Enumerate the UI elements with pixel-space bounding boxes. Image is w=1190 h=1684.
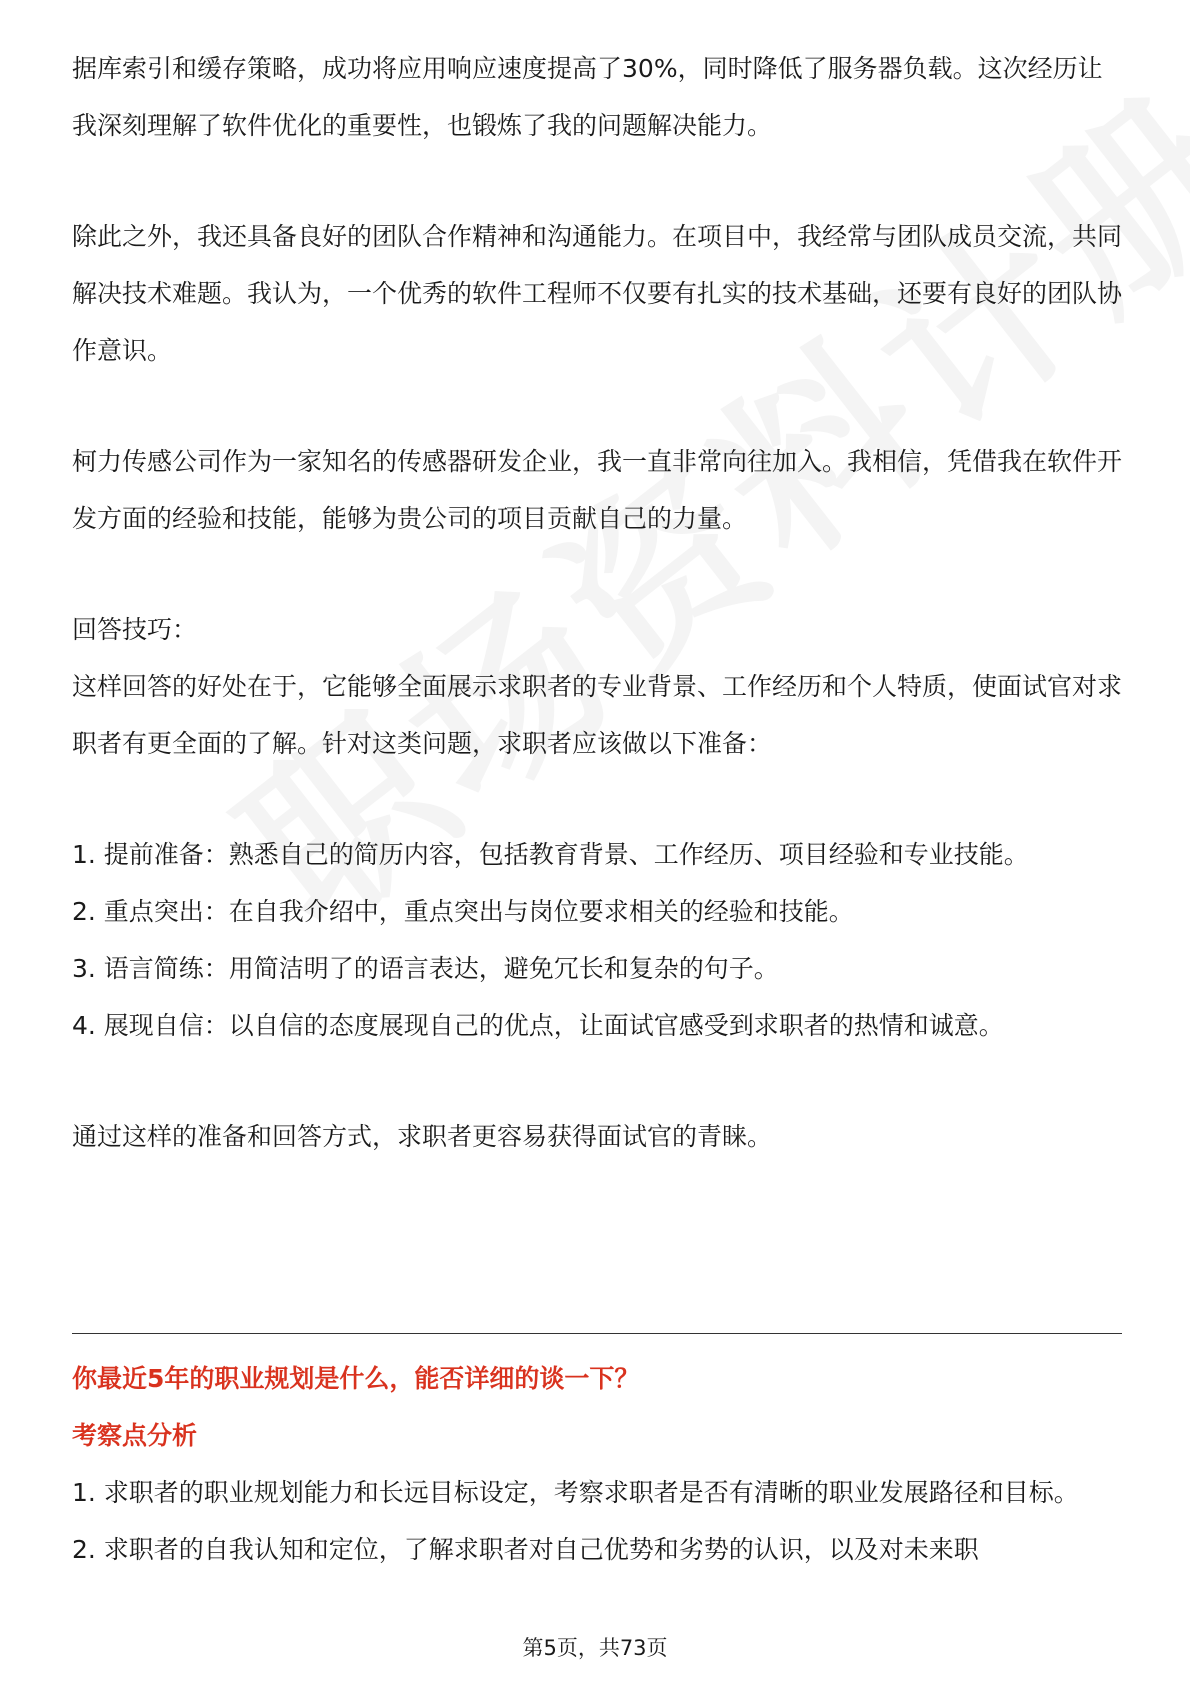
paragraph-gap <box>72 1054 1122 1108</box>
question-section <box>72 1350 1122 1578</box>
page-footer: 第5页，共73页 <box>522 1636 668 1660</box>
document-body <box>72 40 1122 1165</box>
paragraph-gap <box>72 547 1122 601</box>
paragraph-gap <box>72 379 1122 433</box>
list-item: 1. 提前准备：熟悉自己的简历内容，包括教育背景、工作经历、项目经验和专业技能。 <box>72 840 1029 869</box>
section-divider <box>72 1333 1122 1334</box>
list-item: 4. 展现自信：以自信的态度展现自己的优点，让面试官感受到求职者的热情和诚意。 <box>72 1011 1004 1040</box>
list-item: 1. 求职者的职业规划能力和长远目标设定，考察求职者是否有清晰的职业发展路径和目标。 <box>72 1478 1079 1507</box>
paragraph-gap <box>72 772 1122 826</box>
list-item: 3. 语言简练：用简洁明了的语言表达，避免冗长和复杂的句子。 <box>72 954 779 983</box>
paragraph-gap <box>72 154 1122 208</box>
tips-list <box>72 826 1122 1054</box>
paragraph-company-motivation: 柯力传感公司作为一家知名的传感器研发企业，我一直非常向往加入。我相信，凭借我在软件开发方面的经验和技能，能够为贵公司的项目贡献自己的力量。 <box>72 447 1123 533</box>
paragraph-teamwork: 除此之外，我还具备良好的团队合作精神和沟通能力。在项目中，我经常与团队成员交流，共同解决技术难题。我认为，一个优秀的软件工程师不仅要有扎实的技术基础，还要有良好的团队协作意识。 <box>72 222 1123 365</box>
analysis-heading: 考察点分析 <box>72 1421 198 1450</box>
tips-intro: 这样回答的好处在于，它能够全面展示求职者的专业背景、工作经历和个人特质，使面试官对求职者有更全面的了解。针对这类问题，求职者应该做以下准备： <box>72 672 1123 758</box>
list-item: 2. 求职者的自我认知和定位，了解求职者对自己优势和劣势的认识，以及对未来职 <box>72 1535 979 1564</box>
paragraph-optimization: 据库索引和缓存策略，成功将应用响应速度提高了30%，同时降低了服务器负载。这次经历让我深刻理解了软件优化的重要性，也锻炼了我的问题解决能力。 <box>72 54 1103 140</box>
tips-heading: 回答技巧： <box>72 615 198 644</box>
tips-closing: 通过这样的准备和回答方式，求职者更容易获得面试官的青睐。 <box>72 1122 773 1151</box>
list-item: 2. 重点突出：在自我介绍中，重点突出与岗位要求相关的经验和技能。 <box>72 897 854 926</box>
question-title: 你最近5年的职业规划是什么，能否详细的谈一下？ <box>72 1364 640 1393</box>
